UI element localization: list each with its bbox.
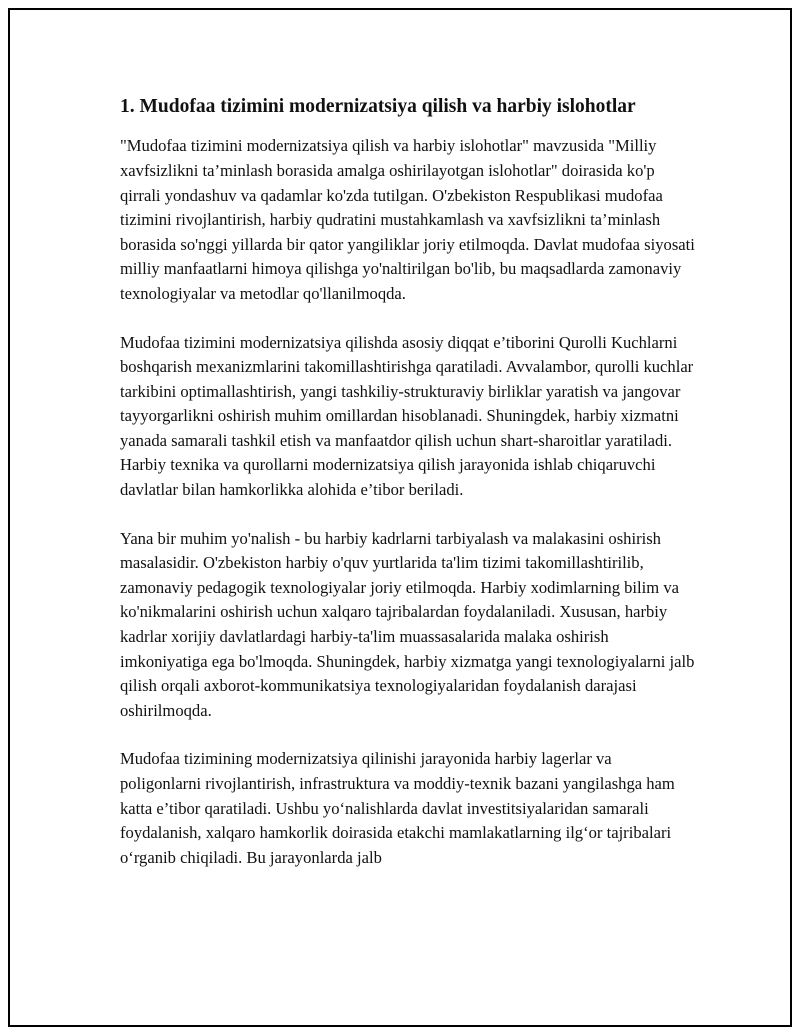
document-page [8, 8, 792, 1027]
paragraph-3: Yana bir muhim yo'nalish - bu harbiy kadrlarni tarbiyalash va malakasini oshirish masalasidir. O'zbekiston harbiy o'quv yurtlarida ta'lim tizimi takomillashtirilib, zamonaviy pedagogik texnologiyalar joriy etilmoqda. Harbiy xodimlarning bilim va ko'nikmalarini oshirish uchun xalqaro tajribalardan foydalaniladi. Xususan, harbiy kadrlar xorijiy davlatlardagi harbiy-ta'lim muassasalarida malaka oshirish imkoniyatiga ega bo'lmoqda. Shuningdek, harbiy xizmatga yangi texnologiyalarni jalb qilish orqali axborot-kommunikatsiya texnologiyalaridan foydalanish darajasi oshirilmoqda. [120, 528, 695, 720]
document-body [120, 94, 695, 894]
paragraph-4: Mudofaa tizimining modernizatsiya qilinishi jarayonida harbiy lagerlar va poligonlarni rivojlantirish, infrastruktura va moddiy-texnik bazani yangilashga ham katta e’tibor qaratiladi. Ushbu yo‘nalishlarda davlat investitsiyalaridan samarali foydalanish, xalqaro hamkorlik doirasida etakchi mamlakatlarning ilg‘or tajribalari o‘rganib chiqiladi. Bu jarayonlarda jalb [120, 749, 675, 867]
section-heading: 1. Mudofaa tizimini modernizatsiya qilish va harbiy islohotlar [120, 96, 636, 117]
paragraph-1: "Mudofaa tizimini modernizatsiya qilish va harbiy islohotlar" mavzusida "Milliy xavfsizlikni ta’minlash borasida amalga oshirilayotgan islohotlar" doirasida ko'p qirrali yondashuv va qadamlar ko'zda tutilgan. O'zbekiston Respublikasi mudofaa tizimini rivojlantirish, harbiy qudratini mustahkamlash va xavfsizlikni ta’minlash borasida so'nggi yillarda bir qator yangiliklar joriy etilmoqda. Davlat mudofaa siyosati milliy manfaatlarni himoya qilishga yo'naltirilgan bo'lib, bu maqsadlarda zamonaviy texnologiyalar va metodlar qo'llanilmoqda. [120, 136, 695, 303]
paragraph-2: Mudofaa tizimini modernizatsiya qilishda asosiy diqqat e’tiborini Qurolli Kuchlarni boshqarish mexanizmlarini takomillashtirishga qaratiladi. Avvalambor, qurolli kuchlar tarkibini optimallashtirish, yangi tashkiliy-strukturaviy birliklar yaratish va jangovar tayyorgarlikni oshirish muhim omillardan hisoblanadi. Shuningdek, harbiy xizmatni yanada samarali tashkil etish va manfaatdor qilish uchun shart-sharoitlar yaratiladi. Harbiy texnika va qurollarni modernizatsiya qilish jarayonida ishlab chiqaruvchi davlatlar bilan hamkorlikka alohida e’tibor beriladi. [120, 332, 694, 500]
